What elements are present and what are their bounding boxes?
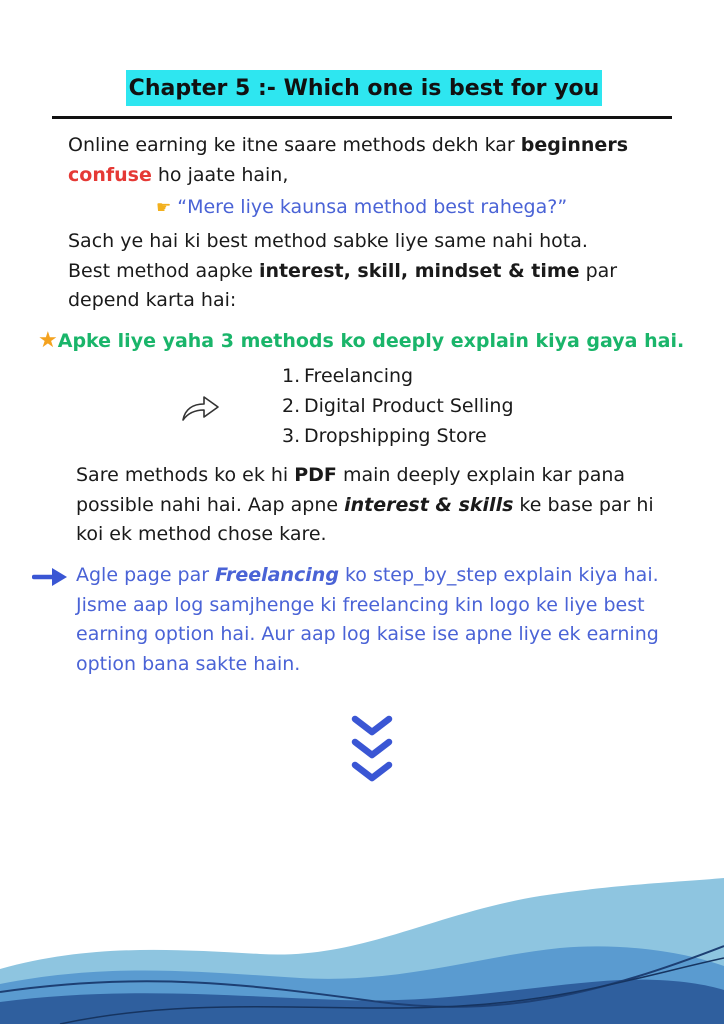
list-item: 3. Dropshipping Store <box>282 425 487 447</box>
question-quote: ☛ “Mere liye kaunsa method best rahega?” <box>156 193 567 223</box>
explanation-paragraph: Sach ye hai ki best method sabke liye same nahi hota. Best method aapke interest, skill, mindset & time par depend karta hai: <box>68 230 618 311</box>
wave-decoration <box>0 874 724 1024</box>
chevron-down-icon <box>350 714 394 786</box>
intro-paragraph: Online earning ke itne saare methods dekh kar beginners confuse ho jaate hain, <box>68 134 628 186</box>
share-arrow-icon <box>180 392 222 424</box>
list-item: 2. Digital Product Selling <box>282 395 514 417</box>
right-arrow-icon <box>32 565 70 589</box>
highlight-line: ★Apke liye yaha 3 methods ko deeply explain kiya gaya hai. <box>38 328 685 353</box>
heading-divider <box>52 116 672 119</box>
methods-list <box>282 361 514 451</box>
next-page-paragraph: Agle page par Freelancing ko step_by_step explain kiya hai. Jisme aap log samjhenge ki freelancing kin logo ke liye best earning option hai. Aur aap log kaise ise apne liye ek earning option bana sakte hain. <box>76 564 659 675</box>
chapter-heading: Chapter 5 :- Which one is best for you <box>126 70 602 106</box>
pointing-hand-icon: ☛ <box>156 198 172 218</box>
list-item: 1. Freelancing <box>282 365 414 387</box>
pdf-note-paragraph: Sare methods ko ek hi PDF main deeply explain kar pana possible nahi hai. Aap apne interest & skills ke base par hi koi ek method chose kare. <box>76 464 654 545</box>
star-icon: ★ <box>38 328 58 353</box>
